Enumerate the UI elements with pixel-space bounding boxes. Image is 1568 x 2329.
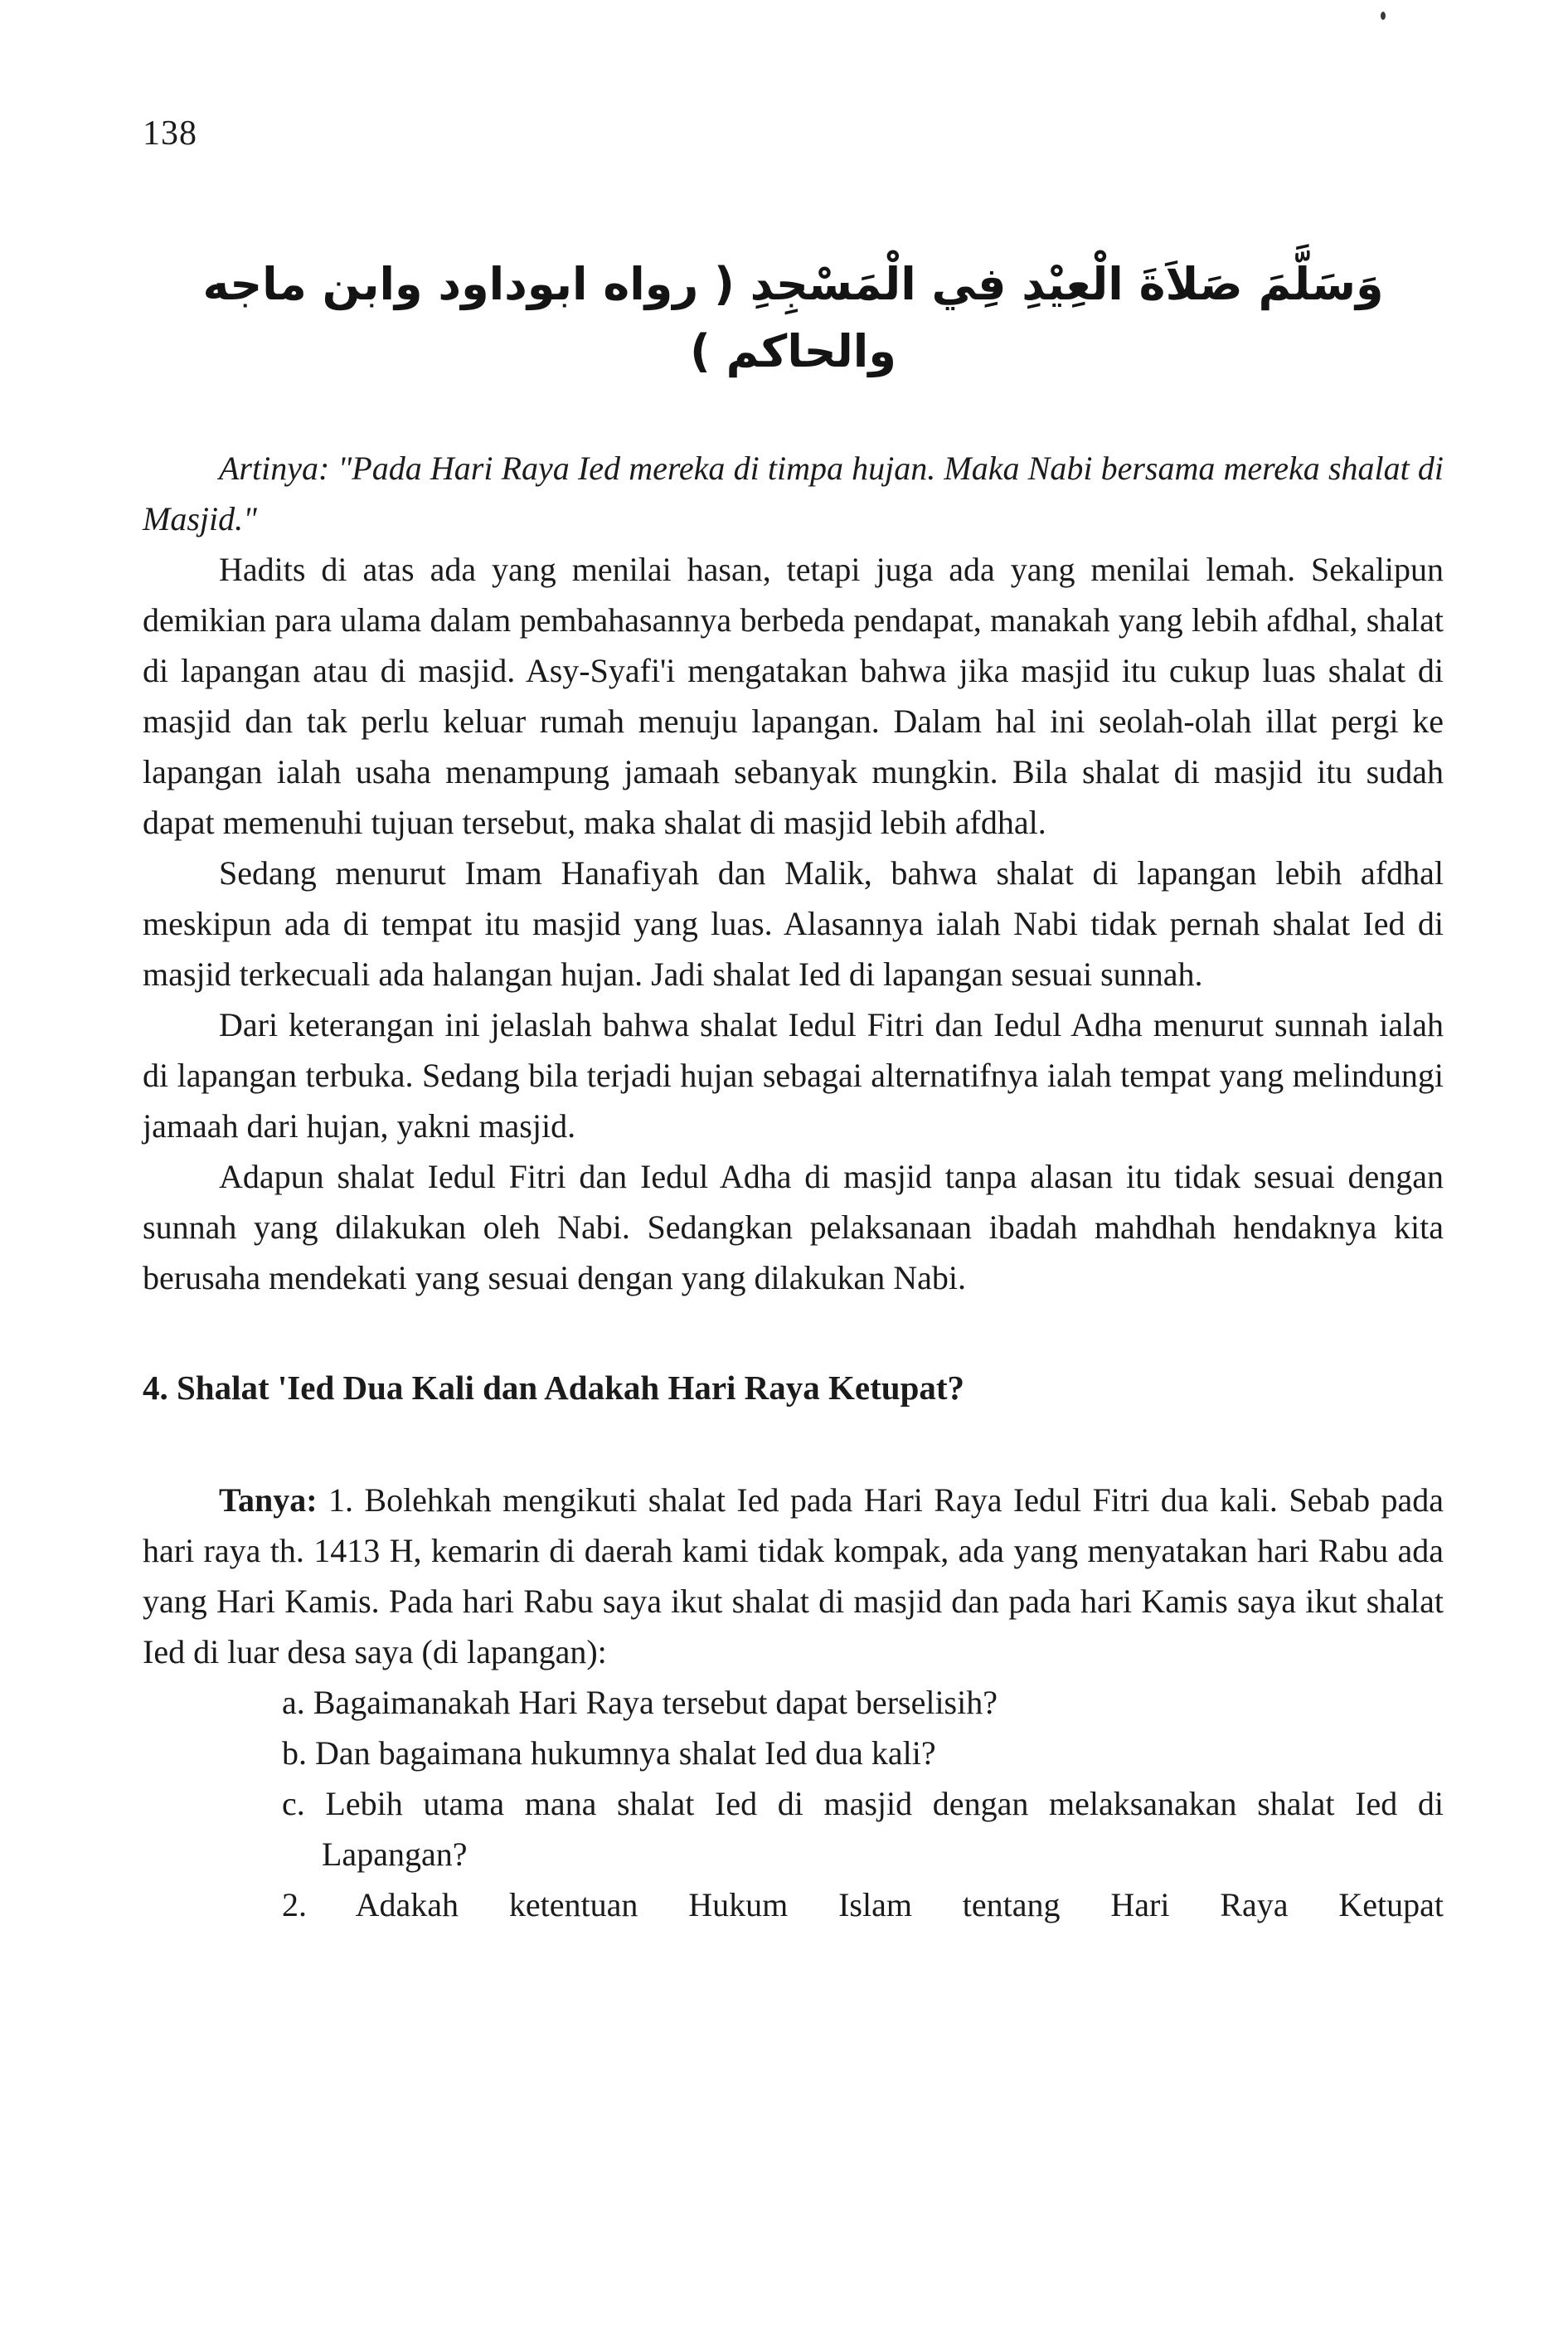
- paragraph-ibadah-mahdhah: Adapun shalat Iedul Fitri dan Iedul Adha di masjid tanpa alasan itu tidak sesuai dengan sunnah yang dilakukan oleh Nabi. Sedangkan pelaksanaan ibadah mahdhah hendaknya kita berusaha mendekati yang sesuai dengan yang dilakukan Nabi.: [143, 1158, 1444, 1296]
- question-text: 1. Bolehkah mengikuti shalat Ied pada Hari Raya Iedul Fitri dua kali. Sebab pada hari raya th. 1413 H, kemarin di daerah kami tidak kompak, ada yang menyatakan hari Rabu ada yang Hari Kamis. Pada hari Rabu saya ikut shalat di masjid dan pada hari Kamis saya ikut shalat Ied di luar desa saya (di lapangan):: [143, 1481, 1444, 1670]
- paragraph-hanafiyah-malik: Sedang menurut Imam Hanafiyah dan Malik, bahwa shalat di lapangan lebih afdhal meskipun ada di tempat itu masjid yang luas. Alasannya ialah Nabi tidak pernah shalat Ied di masjid terkecuali ada halangan hujan. Jadi shalat Ied di lapangan sesuai sunnah.: [143, 854, 1444, 993]
- translation-text: "Pada Hari Raya Ied mereka di timpa hujan. Maka Nabi bersama mereka shalat di Masjid.": [143, 450, 1444, 537]
- page-number: 138: [143, 114, 197, 153]
- question-paragraph: [143, 1475, 1444, 1677]
- translation-label: Artinya:: [219, 450, 330, 487]
- paragraph-hadits-penilaian: Hadits di atas ada yang menilai hasan, tetapi juga ada yang menilai lemah. Sekalipun demikian para ulama dalam pembahasannya berbeda pendapat, manakah yang lebih afdhal, shalat di lapangan atau di masjid. Asy-Syafi'i mengatakan bahwa jika masjid itu cukup luas shalat di masjid dan tak perlu keluar rumah menuju lapangan. Dalam hal ini seolah-olah illat pergi ke lapangan ialah usaha menampung jamaah sebanyak mungkin. Bila shalat di masjid itu sudah dapat memenuhi tujuan tersebut, maka shalat di masjid lebih afdhal.: [143, 551, 1444, 841]
- scan-artifact: [1381, 12, 1386, 20]
- paragraph-kesimpulan-sunnah: Dari keterangan ini jelaslah bahwa shalat Iedul Fitri dan Iedul Adha menurut sunnah ialah di lapangan terbuka. Sedang bila terjadi hujan sebagai alternatifnya ialah tempat yang melindungi jamaah dari hujan, yakni masjid.: [143, 1006, 1444, 1145]
- section-heading: 4. Shalat 'Ied Dua Kali dan Adakah Hari Raya Ketupat?: [143, 1369, 965, 1407]
- page-body: [143, 443, 1444, 1930]
- question-item-a: a. Bagaimanakah Hari Raya tersebut dapat berselisih?: [282, 1684, 998, 1721]
- question-item-2: 2. Adakah ketentuan Hukum Islam tentang Hari Raya Ketupat: [282, 1886, 1444, 1923]
- question-label: Tanya:: [219, 1481, 318, 1519]
- hadith-translation: [143, 443, 1444, 544]
- question-item-c: c. Lebih utama mana shalat Ied di masjid dengan melaksanakan shalat Ied di Lapangan?: [282, 1785, 1444, 1873]
- hadith-arabic-text: وَسَلَّمَ صَلاَةَ الْعِيْدِ فِي الْمَسْجِدِ ( رواه ابوداود وابن ماجه والحاكم ): [202, 258, 1384, 377]
- question-item-b: b. Dan bagaimana hukumnya shalat Ied dua kali?: [282, 1734, 936, 1772]
